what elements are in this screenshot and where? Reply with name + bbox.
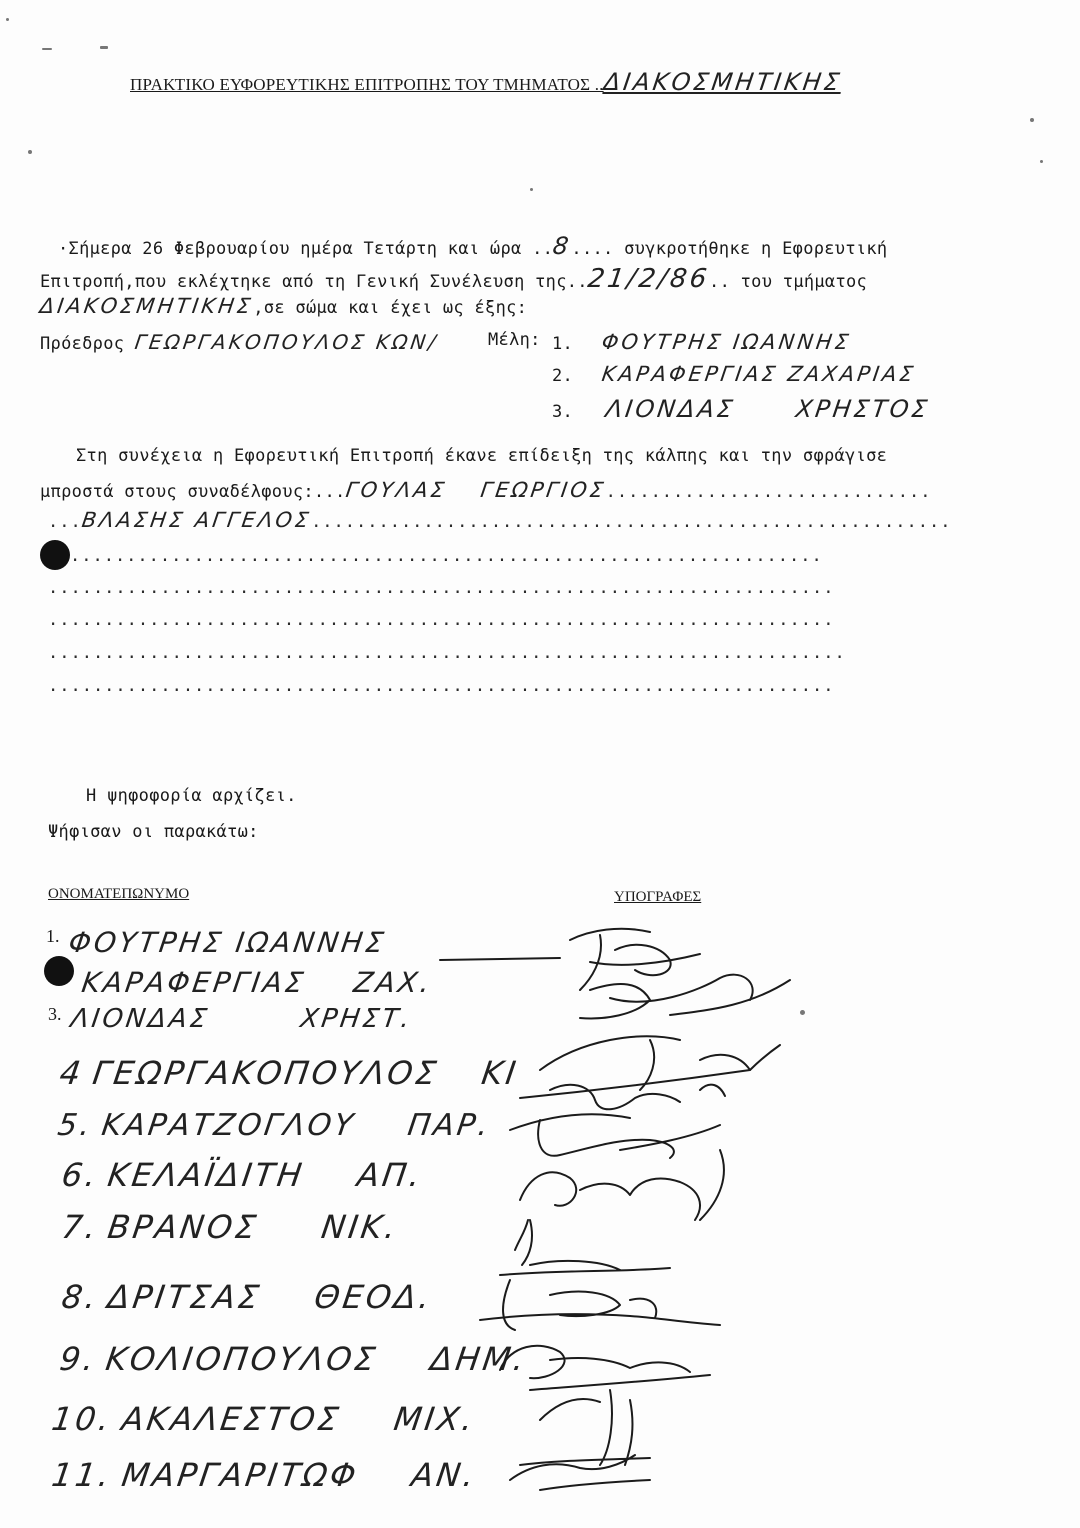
voter-name: ΚΕΛΑΪΔΙΤΗ ΑΠ. xyxy=(105,1156,426,1194)
signature-5 xyxy=(510,1114,720,1158)
voter-name: ΑΚΑΛΕΣΤΟΣ ΜΙΧ. xyxy=(118,1400,478,1438)
voter-name: ΚΑΡΑΤΖΟΓΛΟΥ ΠΑΡ. xyxy=(99,1108,494,1143)
column-header-name: ΟΝΟΜΑΤΕΠΩΝΥΜΟ xyxy=(48,886,190,902)
voter-number: 1. xyxy=(46,926,60,946)
president-label: Πρόεδρος xyxy=(40,334,125,354)
member-name: ΦΟΥΤΡΗΣ ΙΩΑΝΝΗΣ xyxy=(599,330,853,354)
witness-1: ΓΟΥΛΑΣ ΓΕΩΡΓΙΟΣ xyxy=(343,478,608,502)
session-line-3 xyxy=(40,294,527,318)
blank-dotted-line-2: ...................................................................... xyxy=(48,578,835,598)
scan-speck xyxy=(42,48,52,50)
signature-4 xyxy=(520,1070,750,1109)
voter-number: 6. xyxy=(59,1156,102,1194)
scan-speck xyxy=(28,150,32,154)
member-row-3 xyxy=(552,395,932,423)
punch-hole-mark xyxy=(44,956,74,986)
signature-1 xyxy=(440,929,700,990)
voter-name: ΛΙΟΝΔΑΣ ΧΡΗΣΤ. xyxy=(69,1004,415,1034)
dotted-fill: ............................. xyxy=(605,482,932,502)
title-printed: ΠΡΑΚΤΙΚΟ ΕΥΦΟΡΕΥΤΙΚΗΣ ΕΠΙΤΡΟΠΗΣ ΤΟΥ ΤΜΗΜΑΤΟΣ .. xyxy=(130,75,604,94)
member-number: 3. xyxy=(552,402,574,422)
scan-speck xyxy=(1030,118,1034,122)
scan-speck xyxy=(530,188,533,191)
scan-speck xyxy=(800,1010,805,1015)
blank-dotted-line-4: ....................................................................... xyxy=(48,643,846,663)
member-name: ΛΙΟΝΔΑΣ ΧΡΗΣΤΟΣ xyxy=(603,395,932,423)
sealing-line-3 xyxy=(48,508,951,532)
voter-name: ΒΡΑΝΟΣ ΝΙΚ. xyxy=(105,1208,402,1246)
voter-number: 3. xyxy=(48,1004,62,1024)
title-department-handwritten: ΔΙΑΚΟΣΜΗΤΙΚΗΣ xyxy=(601,68,844,96)
blank-dotted-line-3: ...................................................................... xyxy=(48,610,835,630)
scan-speck xyxy=(100,46,108,49)
voter-number: 7. xyxy=(59,1208,102,1246)
sealing-line-1: Στη συνέχεια η Εφορευτική Επιτροπή έκανε επίδειξη της κάλπης και την σφράγισε xyxy=(76,446,888,466)
dotted-fill: ... xyxy=(48,512,82,532)
punch-hole-mark xyxy=(40,540,70,570)
scan-speck xyxy=(1040,160,1043,163)
signature-10 xyxy=(520,1390,650,1465)
voter-name: ΜΑΡΓΑΡΙΤΩΦ ΑΝ. xyxy=(118,1456,479,1494)
voter-row-11 xyxy=(49,1456,479,1494)
session-text-e: ,σε σώμα και έχει ως έξης: xyxy=(253,298,528,318)
signature-2 xyxy=(580,975,790,1019)
signature-7 xyxy=(500,1220,670,1275)
member-row-2 xyxy=(552,362,918,386)
voter-number: 5. xyxy=(55,1108,96,1143)
voter-row-3 xyxy=(48,1004,415,1034)
voter-name: ΚΟΛΙΟΠΟΥΛΟΣ ΔΗΜ. xyxy=(103,1340,530,1378)
voter-row-6 xyxy=(59,1156,426,1194)
voted-heading: Ψήφισαν οι παρακάτω: xyxy=(48,822,259,842)
session-hour: 8 xyxy=(551,232,574,260)
voter-name: ΔΡΙΤΣΑΣ ΘΕΟΔ. xyxy=(105,1278,436,1316)
voter-name: ΚΑΡΑΦΕΡΓΙΑΣ ΖΑΧ. xyxy=(79,966,435,999)
member-row-1 xyxy=(552,330,851,354)
voter-number: 11. xyxy=(49,1456,115,1494)
member-number: 2. xyxy=(552,366,574,386)
voting-start: Η ψηφοφορία αρχίζει. xyxy=(86,786,297,806)
department-name: ΔΙΑΚΟΣΜΗΤΙΚΗΣ xyxy=(38,294,255,318)
signature-8 xyxy=(480,1280,720,1330)
voter-row-10 xyxy=(49,1400,478,1438)
scan-speck xyxy=(6,18,9,21)
blank-dotted-line-5: ...................................................................... xyxy=(48,676,835,696)
assembly-date: 21/2/86 xyxy=(585,264,712,294)
session-text-d: .. του τμήματος xyxy=(709,272,868,292)
signature-9 xyxy=(500,1346,710,1390)
voter-row-2 xyxy=(79,966,435,999)
voter-name: ΓΕΩΡΓΑΚΟΠΟΥΛΟΣ ΚΙ xyxy=(90,1054,522,1092)
member-name: ΚΑΡΑΦΕΡΓΙΑΣ ΖΑΧΑΡΙΑΣ xyxy=(599,362,918,386)
sealing-text: μπροστά στους συναδέλφους:... xyxy=(40,482,346,502)
signature-6 xyxy=(520,1150,724,1220)
voter-row-1 xyxy=(46,926,389,959)
sealing-line-2 xyxy=(40,478,931,502)
blank-dotted-line-1: ................................................................... xyxy=(70,546,823,566)
member-number: 1. xyxy=(552,334,574,354)
voter-number: 10. xyxy=(49,1400,115,1438)
witness-2: ΒΛΑΣΗΣ ΑΓΓΕΛΟΣ xyxy=(80,508,313,532)
voter-number: 4 xyxy=(57,1054,87,1092)
session-line-1 xyxy=(58,232,887,260)
document-title xyxy=(130,68,842,96)
voter-row-7 xyxy=(59,1208,402,1246)
session-text-a: ·Σήμερα 26 Φεβρουαρίου ημέρα Τετάρτη και ώρα .. xyxy=(58,239,554,259)
column-header-signatures: ΥΠΟΓΡΑΦΕΣ xyxy=(614,889,702,905)
members-label: Μέλη: xyxy=(488,330,541,350)
session-line-2 xyxy=(40,264,867,294)
session-text-c: Επιτροπή,που εκλέχτηκε από τη Γενική Συνέλευση της.. xyxy=(40,272,588,292)
session-text-b: .... συγκροτήθηκε η Εφορευτική xyxy=(571,239,888,259)
voter-number: 9. xyxy=(57,1340,100,1378)
president-line xyxy=(40,330,438,354)
president-name: ΓΕΩΡΓΑΚΟΠΟΥΛΟΣ ΚΩΝ/ xyxy=(133,330,440,354)
dotted-fill: ......................................................... xyxy=(311,512,952,532)
voter-number: 8. xyxy=(59,1278,102,1316)
voter-name: ΦΟΥΤΡΗΣ ΙΩΑΝΝΗΣ xyxy=(66,926,389,959)
voter-row-8 xyxy=(59,1278,436,1316)
signatures-column xyxy=(420,920,820,1500)
